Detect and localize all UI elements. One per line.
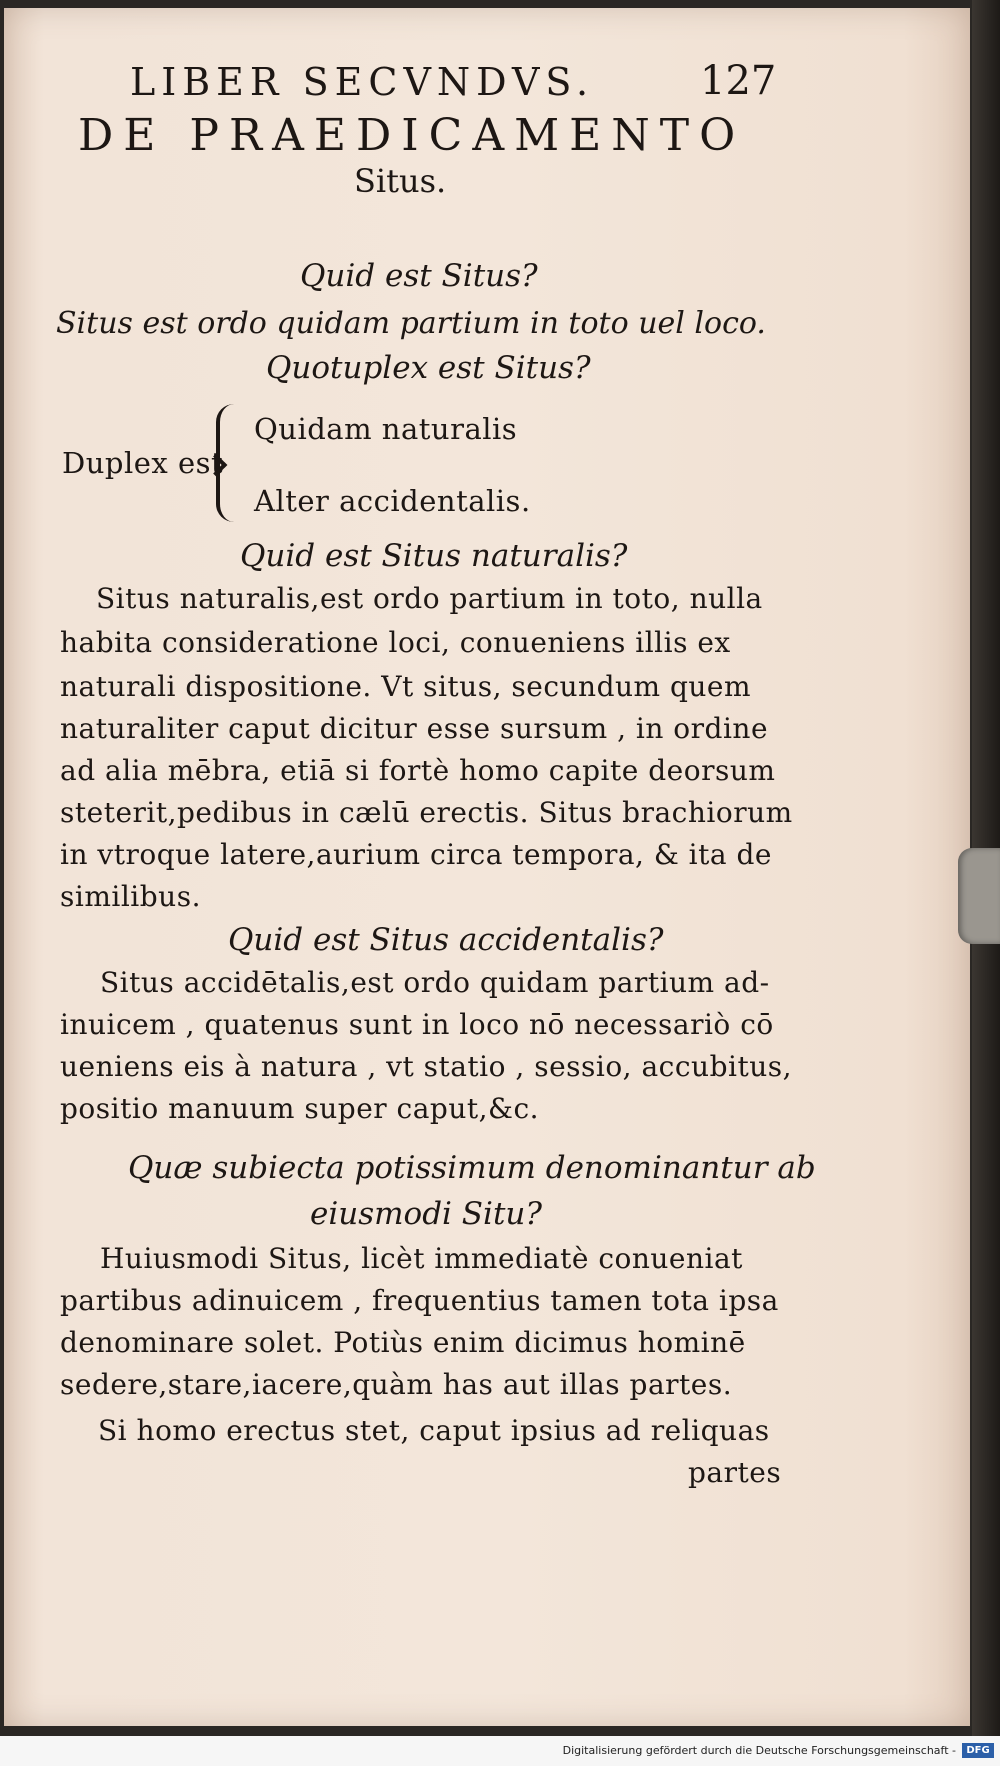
text-line: Situs accidētalis,est ordo quidam partium ad-: [100, 966, 770, 999]
text-line: naturali dispositione. Vt situs, secundum quem: [60, 670, 752, 703]
text-line: habita consideratione loci, conueniens illis ex: [60, 626, 731, 659]
question-3: Quid est Situs naturalis?: [240, 538, 628, 574]
catchword: partes: [688, 1456, 782, 1489]
running-title: LIBER SECVNDVS.: [130, 60, 595, 104]
text-line: Situs naturalis,est ordo partium in toto, nulla: [96, 582, 763, 615]
question-4: Quid est Situs accidentalis?: [228, 922, 664, 958]
text-line: sedere,stare,iacere,quàm has aut illas partes.: [60, 1368, 733, 1401]
text-line: steterit,pedibus in cælū erectis. Situs brachiorum: [60, 796, 793, 829]
text-line: Huiusmodi Situs, licèt immediatè conueniat: [100, 1242, 743, 1275]
dfg-logo: DFG: [962, 1743, 994, 1758]
text-line: positio manuum super caput,&c.: [60, 1092, 540, 1125]
chapter-subtitle: Situs.: [354, 162, 447, 200]
text-line: naturaliter caput dicitur esse sursum , in ordine: [60, 712, 769, 745]
text-line: partibus adinuicem , frequentius tamen tota ipsa: [60, 1284, 779, 1317]
text-line: ad alia mēbra, etiā si fortè homo capite deorsum: [60, 754, 776, 787]
page-number: 127: [700, 58, 777, 104]
answer-1: Situs est ordo quidam partium in toto uel loco.: [56, 306, 766, 341]
text-line: denominare solet. Potiùs enim dicimus hominē: [60, 1326, 746, 1359]
division-item-1: Quidam naturalis: [254, 412, 518, 446]
division-item-2: Alter accidentalis.: [254, 484, 531, 518]
paragraph-si-homo: Si homo erectus stet, caput ipsius ad reliquas: [98, 1414, 770, 1447]
question-2: Quotuplex est Situs?: [266, 350, 591, 386]
footer-bar: [0, 1736, 1000, 1766]
question-1: Quid est Situs?: [300, 258, 538, 294]
text-line: similibus.: [60, 880, 201, 913]
question-5-line-2: eiusmodi Situ?: [310, 1196, 543, 1232]
text-line: ueniens eis à natura , vt statio , sessio, accubitus,: [60, 1050, 793, 1083]
footer-credit: Digitalisierung gefördert durch die Deutsche Forschungsgemeinschaft -: [562, 1744, 956, 1757]
chapter-title: DE PRAEDICAMENTO: [78, 110, 746, 161]
text-line: in vtroque latere,aurium circa tempora, & ita de: [60, 838, 772, 871]
division-label: Duplex est: [62, 446, 224, 480]
text-line: inuicem , quatenus sunt in loco nō necessariò cō: [60, 1008, 774, 1041]
question-5-line-1: Quæ subiecta potissimum denominantur ab: [128, 1150, 816, 1186]
page-tab: [958, 848, 1000, 944]
